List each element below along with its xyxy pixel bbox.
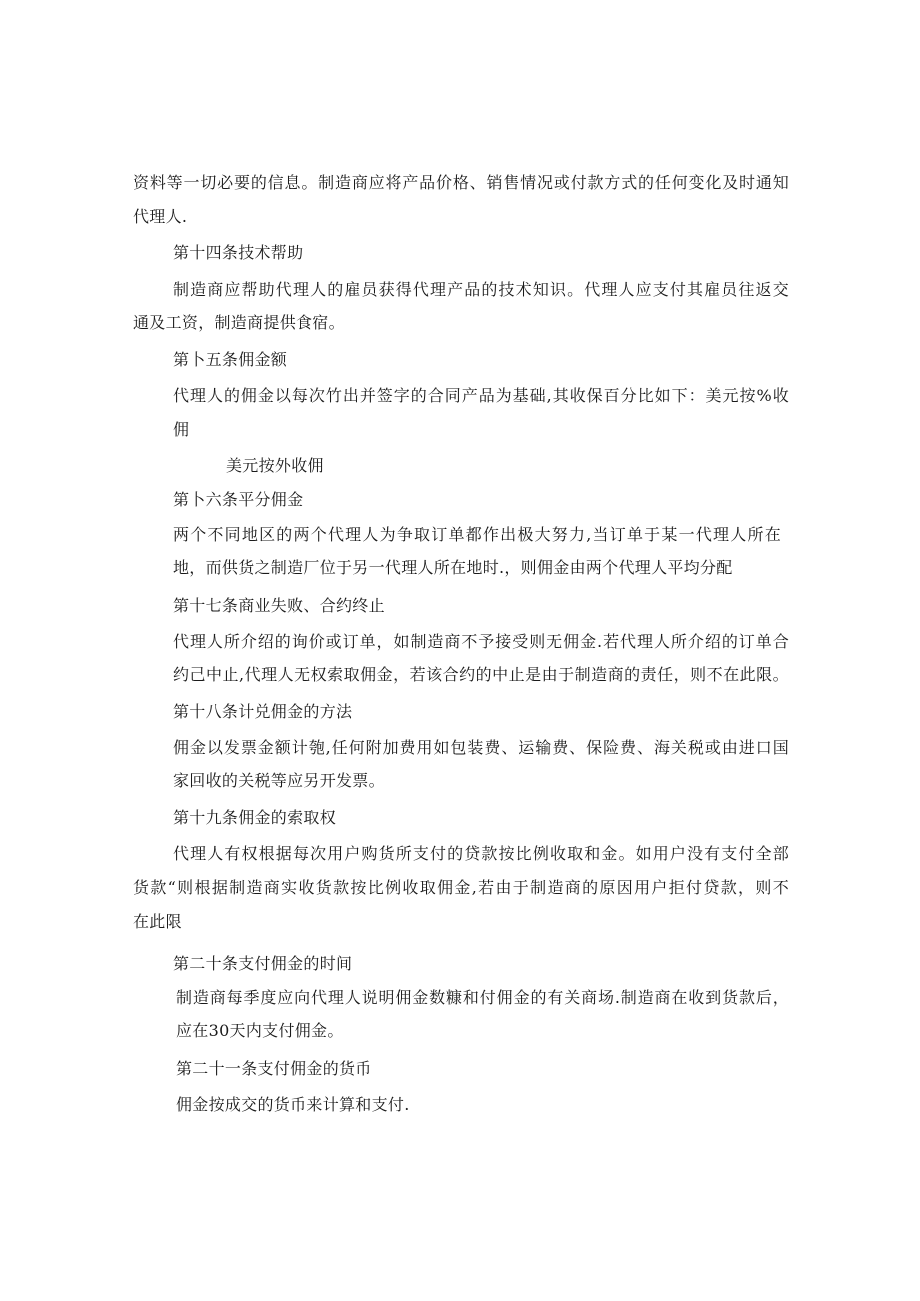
article-heading: 第卜六条平分佣金 <box>173 490 304 509</box>
paragraph-line: 代理人所介绍的询价或订单，如制造商不予接受则无佣金.若代理人所介绍的订单合 <box>173 632 789 651</box>
paragraph-line: 在此限 <box>133 912 182 931</box>
paragraph-line: 家回收的关税等应另开发票。 <box>173 771 385 790</box>
paragraph-line: 代理人有权根据每次用户购货所支付的贷款按比例收取和金。如用户没有支付全部 <box>173 844 789 863</box>
article-heading: 第卜五条佣金额 <box>173 350 288 369</box>
paragraph-line: 两个不同地区的两个代理人为争取订单都作出极大努力,当订单于某一代理人所在 <box>173 525 781 544</box>
paragraph-line: 地，而供货之制造厂位于另一代理人所在地时.，则佣金由两个代理人平均分配 <box>173 558 733 577</box>
paragraph-line: 制造商应帮助代理人的雇员获得代理产品的技术知识。代理人应支付其雇员往返交 <box>173 280 789 299</box>
paragraph-line: 通及工资，制造商提供食宿。 <box>133 313 345 332</box>
paragraph-line: 约己中止,代理人无权索取佣金，若该合约的中止是由于制造商的责任，则不在此限。 <box>173 665 789 684</box>
paragraph-line: 代理人的佣金以每次竹出并签字的合同产品为基础,其收保百分比如下：美元按%收 <box>173 386 789 405</box>
paragraph-line: 应在30天内支付佣金。 <box>176 1021 344 1040</box>
article-heading: 第十八条计兑佣金的方法 <box>173 702 353 721</box>
paragraph-line: 货款“则根据制造商实收货款按比例收取佣金,若由于制造商的原因用户拒付贷款，则不 <box>133 878 789 897</box>
article-heading: 第十七条商业失败、合约终止 <box>173 596 385 615</box>
paragraph-line: 佣金以发票金额计匏,任何附加费用如包装费、运输费、保险费、海关税或由进口国 <box>173 738 789 757</box>
paragraph-line: 资料等一切必要的信息。制造商应将产品价格、销售情况或付款方式的任何变化及时通知 <box>133 173 789 192</box>
article-heading: 第十九条佣金的索取权 <box>173 808 337 827</box>
paragraph-line: 制造商每季度应向代理人说明佣金数糠和付佣金的有关商场.制造商在收到货款后， <box>176 988 789 1007</box>
paragraph-line: 佣金按成交的货币来计算和支付. <box>176 1095 410 1114</box>
article-heading: 第十四条技术帮助 <box>173 243 304 262</box>
article-heading: 第二十条支付佣金的时间 <box>173 954 353 973</box>
paragraph-line: 佣 <box>173 420 190 439</box>
paragraph-line: 代理人. <box>133 207 188 226</box>
paragraph-line: 美元按外收佣 <box>226 456 324 475</box>
article-heading: 第二十一条支付佣金的货币 <box>176 1059 372 1078</box>
